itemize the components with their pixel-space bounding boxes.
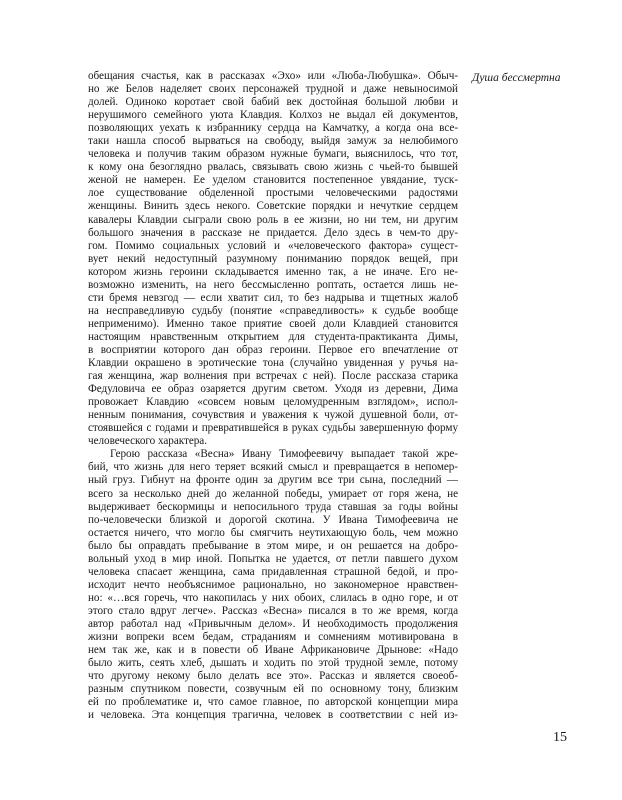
- text-line: долей. Одиноко коротает свой бабий век достойная большой любви и: [88, 96, 458, 109]
- text-line: остается ничего, что могло бы смягчить неутихающую боль, чем можно: [88, 526, 458, 539]
- text-line: автор работал над «Привычным делом». И необходимость продолжения: [88, 617, 458, 630]
- text-line: провожает Клавдию «совсем новым целомудренным взглядом», испол-: [88, 396, 458, 409]
- text-line: сти бремя невзгод — если хватит сил, то без надрыва и тщетных жалоб: [88, 291, 458, 304]
- text-line: большого значения в рассказе не придается. Дело здесь в чем-то дру-: [88, 226, 458, 239]
- text-line: настоящим нравственным открытием для студента-практиканта Димы,: [88, 330, 458, 343]
- text-line: обещания счастья, как в рассказах «Эхо» или «Люба-Любушка». Обыч-: [88, 70, 458, 82]
- text-line: человеческого характера.: [88, 435, 207, 448]
- text-line: всего за несколько дней до желанной победы, умирает от горя жена, не: [88, 487, 458, 500]
- text-line: Клавдии окрашено в эротические тона (случайно увиденная у ручья на-: [88, 357, 458, 370]
- text-column: [88, 70, 458, 722]
- text-line: человека спасает женщина, сама придавленная страшной бедой, и про-: [88, 565, 458, 578]
- text-line: и человека. Эта концепция трагична, человек в соответствии с ней из-: [88, 709, 458, 722]
- text-line: но: «…вся горечь, что накопилась у них обоих, слилась в одно горе, и от: [88, 591, 458, 604]
- text-line: вует некий недоступный разумному пониманию порядок вещей, при: [88, 252, 458, 265]
- text-line: ей по проблематике и, что самое главное, по авторской концепции мира: [88, 696, 458, 709]
- text-line: женщины. Винить здесь некого. Советские порядки и нечуткие сердцем: [88, 200, 458, 213]
- text-line: гом. Помимо социальных условий и «человеческого фактора» сущест-: [88, 239, 458, 252]
- text-line: но же Белов наделяет своих персонажей трудной и даже невыносимой: [88, 83, 458, 96]
- text-line: было бы оправдать пребывание в этом мире, и он решается на добро-: [88, 539, 458, 552]
- text-line: Герою рассказа «Весна» Ивану Тимофеевичу выпадает такой жре-: [110, 448, 458, 461]
- text-line: было жить, сеять хлеб, дышать и ходить по этой трудной земле, потому: [88, 657, 458, 670]
- text-line: женой не намерен. Ее уделом становится постепенное увядание, туск-: [88, 174, 458, 187]
- text-line: что другому некому было делать все это». Рассказ и является своеоб-: [88, 670, 458, 683]
- text-line: нем так же, как и в повести об Иване Африкановиче Дрынове: «Надо: [88, 644, 458, 657]
- text-line: вольный уход в мир иной. Попытка не удается, от петли павшего духом: [88, 552, 458, 565]
- page-number: 15: [553, 730, 567, 745]
- text-line: по-человечески близкой и дорогой скотина. У Ивана Тимофеевича не: [88, 513, 458, 526]
- text-line: выдерживает бескормицы и непосильного труда ставшая за годы войны: [88, 500, 458, 513]
- text-line: человека и получив таким образом нужные бумаги, выяснилось, что тот,: [88, 148, 458, 161]
- text-line: позволяющих уехать к избраннику сердца на Камчатку, а когда она все-: [88, 122, 458, 135]
- text-line: к кому она безоглядно рвалась, связывать свою жизнь с чьей-то бывшей: [88, 161, 458, 174]
- text-line: Федуловича ее образ озаряется другим светом. Уходя из деревни, Дима: [88, 383, 458, 396]
- text-line: кавалеры Клавдии сыграли свою роль в ее жизни, но ни тем, ни другим: [88, 213, 458, 226]
- text-line: ненным понимания, сочувствия и уважения к чужой душевной боли, от-: [88, 409, 458, 422]
- text-line: на несправедливую судьбу (понятие «справедливость» к судьбе вообще: [88, 304, 458, 317]
- text-line: нерушимого семейного уюта Клавдия. Колхоз не выдал ей документов,: [88, 109, 458, 122]
- text-line: этого стало вдруг легче». Рассказ «Весна» писался в то же время, когда: [88, 604, 458, 617]
- text-line: неприменимо). Именно такое приятие своей доли Клавдией становится: [88, 317, 458, 330]
- text-line: таки нашла способ вырваться на свободу, выйдя замуж за нелюбимого: [88, 135, 458, 148]
- text-line: ный груз. Гибнут на фронте один за другим все три сына, последний —: [88, 474, 458, 487]
- text-line: в восприятии которого дан образ героини. Первое его впечатление от: [88, 343, 458, 356]
- running-head: Душа бессмертна: [472, 72, 561, 84]
- text-line: исходит нечто необъяснимое рационально, но закономерное нравствен-: [88, 578, 458, 591]
- text-line: бий, что жизнь для него теряет всякий смысл и превращается в непомер-: [88, 461, 458, 474]
- text-line: жизни вопреки всем бедам, страданиям и сомнениям мотивирована в: [88, 631, 458, 644]
- text-line: разным спутником повести, созвучным ей по основному тону, близким: [88, 683, 458, 696]
- text-line: котором жизнь героини складывается именно так, а не иначе. Его не-: [88, 265, 458, 278]
- text-line: возможно изменить, на него бессмысленно роптать, остается лишь не-: [88, 278, 458, 291]
- text-line: лое существование обделенной простыми человеческими радостями: [88, 187, 458, 200]
- text-line: гая женщина, жар волнения при встречах с ней). После рассказа старика: [88, 370, 458, 383]
- text-line: стоявшейся с годами и превратившейся в руках судьбы завершенную форму: [88, 422, 458, 435]
